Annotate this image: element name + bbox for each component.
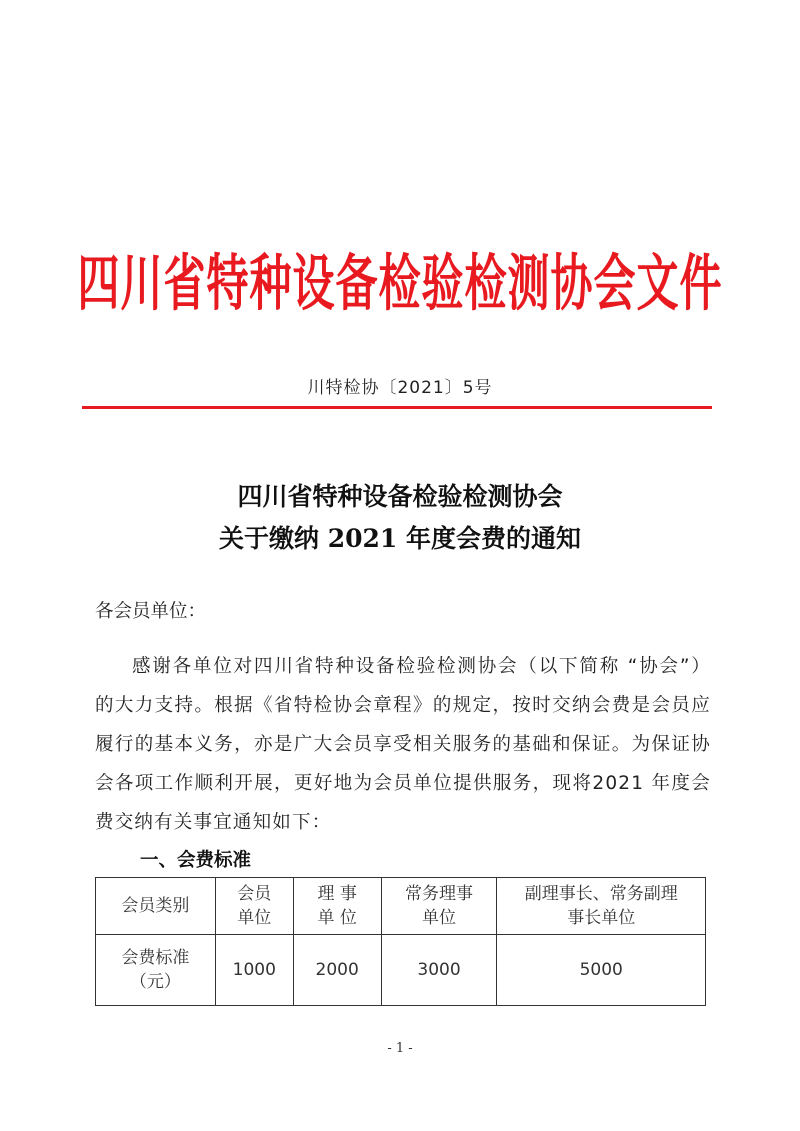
- section-heading-fee-standard: 一、会费标准: [140, 850, 252, 871]
- document-number: 川特检协〔2021〕5号: [307, 378, 493, 398]
- table-cell: 5000: [497, 935, 706, 1006]
- notice-title-line-2: 关于缴纳 2021 年度会费的通知: [219, 524, 581, 553]
- table-header-cell: 会员 单位: [215, 878, 293, 935]
- table-row: [96, 935, 706, 1006]
- table-cell: 会费标准 （元）: [96, 935, 216, 1006]
- fee-standard-table: [95, 877, 706, 1006]
- salutation: 各会员单位：: [95, 601, 207, 622]
- table-header-cell: 会员类别: [96, 878, 216, 935]
- table-header-cell: 理 事 单 位: [293, 878, 381, 935]
- red-divider-line: [82, 406, 712, 409]
- table-header-row: [96, 878, 706, 935]
- table-cell: 2000: [293, 935, 381, 1006]
- document-masthead: 四川省特种设备检验检测协会文件: [77, 247, 723, 319]
- table-header-cell: 常务理事 单位: [381, 878, 497, 935]
- body-paragraph: 感谢各单位对四川省特种设备检验检测协会（以下简称 “协会”）的大力支持。根据《省特检协会章程》的规定，按时交纳会费是会员应履行的基本义务，亦是广大会员享受相关服务的基础和保证。为保证协会各项工作顺利开展，更好地为会员单位提供服务，现将2021 年度会费交纳有关事宜通知如下：: [95, 656, 711, 833]
- page-number: - 1 -: [387, 1041, 413, 1056]
- table-cell: 1000: [215, 935, 293, 1006]
- notice-title-line-1: 四川省特种设备检验检测协会: [237, 482, 563, 511]
- table-cell: 3000: [381, 935, 497, 1006]
- table-header-cell: 副理事长、常务副理 事长单位: [497, 878, 706, 935]
